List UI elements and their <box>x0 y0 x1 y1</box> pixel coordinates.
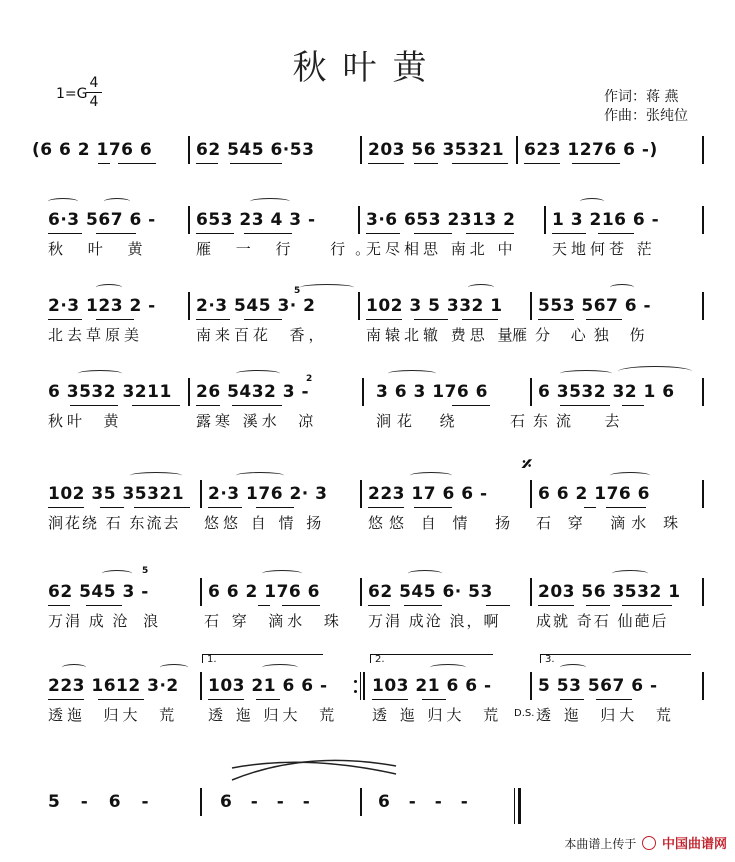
song-title: 秋叶黄 <box>292 48 443 88</box>
measure: 103 21 6 6 - <box>372 676 492 696</box>
upload-credit <box>564 833 727 852</box>
volta-bracket <box>202 654 323 663</box>
lyrics-line: 南辕北辙 费思 量 <box>366 326 517 344</box>
underline <box>70 405 118 406</box>
underline <box>48 605 70 606</box>
barline <box>530 578 532 606</box>
slur <box>160 664 188 671</box>
segno-sign: 𝄎 <box>522 452 532 476</box>
measure: 223 1612 3·2 <box>48 676 179 696</box>
underline <box>48 319 82 320</box>
measure: 203 56 35321 <box>368 140 505 160</box>
grace-note: 5 <box>294 286 301 296</box>
underline <box>524 163 560 164</box>
barline <box>358 206 360 234</box>
barline <box>358 292 360 320</box>
underline <box>232 405 282 406</box>
final-barline-thick <box>518 788 521 824</box>
volta-label: 3. <box>545 654 555 665</box>
repeat-barline <box>363 672 365 700</box>
slur <box>580 198 604 205</box>
barline <box>516 136 518 164</box>
lyrics-line: 透 迤 归大 荒 <box>208 706 339 724</box>
measure: 6 6 2 176 6 <box>538 484 650 504</box>
measure: 6 6 2 176 6 <box>208 582 320 602</box>
underline <box>48 699 84 700</box>
measure: 6 - - - <box>220 792 311 812</box>
measure: 103 21 6 6 - <box>208 676 328 696</box>
lyrics-line: 北去草原美 <box>48 326 144 344</box>
barline <box>530 378 532 406</box>
slur <box>78 370 122 377</box>
underline <box>118 163 156 164</box>
barline <box>702 672 704 700</box>
slur <box>610 284 634 291</box>
lyrics-line: 露寒 溪水 凉 <box>196 412 318 430</box>
slur <box>236 370 280 377</box>
underline <box>368 507 404 508</box>
barline <box>544 206 546 234</box>
repeat-dot <box>354 680 357 683</box>
underline <box>486 605 510 606</box>
measure: 2·3 545 3· 2 <box>196 296 316 316</box>
underline <box>196 233 234 234</box>
underline <box>368 163 404 164</box>
lyricist-credit: 作词：蒋 燕 <box>604 89 679 105</box>
slur <box>62 664 86 671</box>
barline <box>360 136 362 164</box>
underline <box>196 163 218 164</box>
underline <box>584 507 596 508</box>
slur <box>408 570 442 577</box>
lyrics-line: 石 穿 滴水 珠 <box>536 514 685 532</box>
measure: 553 567 6 - <box>538 296 652 316</box>
measure: 1 3 216 6 - <box>552 210 660 230</box>
underline <box>244 319 282 320</box>
barline <box>200 480 202 508</box>
underline <box>244 233 292 234</box>
underline <box>598 233 634 234</box>
measure: 653 23 4 3 - <box>196 210 316 230</box>
underline <box>48 233 82 234</box>
lyrics-line: 成就 奇石 仙葩后 <box>536 612 669 630</box>
key-signature: 1=G <box>56 86 88 102</box>
underline <box>560 699 584 700</box>
underline <box>196 319 230 320</box>
underline <box>622 405 644 406</box>
measure: 6 - - - <box>378 792 469 812</box>
measure: 3·6 653 2313 2 <box>366 210 516 230</box>
underline <box>538 605 574 606</box>
underline <box>48 507 84 508</box>
lyrics-line: 透 迤 归大 荒 <box>536 706 675 724</box>
underline <box>538 319 574 320</box>
measure: 102 3 5 332 1 <box>366 296 503 316</box>
underline <box>100 507 124 508</box>
underline <box>196 405 220 406</box>
barline <box>530 672 532 700</box>
slur <box>612 570 648 577</box>
barline <box>360 578 362 606</box>
score-system-2 <box>0 200 735 290</box>
barline <box>360 788 362 816</box>
underline <box>560 405 610 406</box>
lyrics-line: 石 穿 滴水 珠 <box>204 612 343 630</box>
underline <box>452 163 508 164</box>
underline <box>414 319 448 320</box>
volta-label: 2. <box>375 654 385 665</box>
slur <box>430 664 466 671</box>
barline <box>702 480 704 508</box>
measure: 62 545 6·53 <box>196 140 315 160</box>
slur <box>262 570 302 577</box>
barline <box>702 206 704 234</box>
score-system-4 <box>0 372 735 462</box>
meter-top: 4 <box>89 75 99 91</box>
barline <box>188 136 190 164</box>
lyrics-line: 透迤 归大 荒 <box>48 706 179 724</box>
slur <box>618 366 692 377</box>
underline <box>96 319 134 320</box>
measure: (6 6 2 176 6 <box>32 140 153 160</box>
site-logo-icon <box>642 836 656 850</box>
measure: 62 545 3 - <box>48 582 149 602</box>
underline <box>258 605 270 606</box>
barline <box>188 378 190 406</box>
lyrics-line: 涧花 绕 <box>376 412 461 430</box>
measure: 2·3 176 2· 3 <box>208 484 328 504</box>
slur <box>104 198 130 205</box>
underline <box>256 699 280 700</box>
slur <box>388 370 436 377</box>
measure: 5 53 567 6 - <box>538 676 658 696</box>
measure: 203 56 3532 1 <box>538 582 681 602</box>
underline <box>622 605 672 606</box>
underline <box>462 319 498 320</box>
measure: 223 17 6 6 - <box>368 484 488 504</box>
underline <box>552 233 586 234</box>
measure: 62 545 6· 53 <box>368 582 493 602</box>
lyrics-line: 悠悠 自 情 扬 <box>368 514 517 532</box>
underline <box>466 233 514 234</box>
lyrics-line: 透 迤 归大 荒 <box>372 706 503 724</box>
slur <box>410 472 452 479</box>
underline <box>422 699 446 700</box>
underline <box>596 699 632 700</box>
grace-note: 5 <box>142 566 149 576</box>
upload-credit-text: 本曲谱上传于 <box>564 837 637 851</box>
lyrics-line: 万涓 成 沧 浪 <box>48 612 161 630</box>
measure: 3 6 3 176 6 <box>376 382 488 402</box>
barline <box>188 206 190 234</box>
score-system-7 <box>0 654 735 756</box>
underline <box>414 233 452 234</box>
barline <box>530 480 532 508</box>
underline <box>366 233 400 234</box>
lyrics-line: 悠悠 自 情 扬 <box>204 514 326 532</box>
measure: 6 3532 32 1 6 <box>538 382 675 402</box>
underline <box>414 163 438 164</box>
score-system-3 <box>0 286 735 376</box>
slur <box>300 284 354 291</box>
barline <box>702 378 704 406</box>
underline <box>572 163 620 164</box>
measure: 623 1276 6 -) <box>524 140 658 160</box>
barline <box>702 292 704 320</box>
measure: 26 5432 3 - <box>196 382 310 402</box>
lyrics-line: 无尽相思 南北 中 <box>366 240 517 258</box>
underline <box>452 405 490 406</box>
underline <box>96 233 136 234</box>
barline <box>188 292 190 320</box>
barline <box>702 136 704 164</box>
composer-credit: 作曲：张纯位 <box>604 108 688 124</box>
time-signature <box>86 74 102 111</box>
barline <box>702 578 704 606</box>
slur <box>560 664 586 671</box>
underline <box>586 319 622 320</box>
underline <box>414 507 452 508</box>
underline <box>372 699 408 700</box>
underline <box>132 405 180 406</box>
score-system-6 <box>0 566 735 662</box>
underline <box>98 163 110 164</box>
grace-note: 2 <box>306 374 313 384</box>
slur <box>262 664 298 671</box>
final-barline-thin <box>514 788 515 824</box>
lyrics-line: 涧花绕 石 东流去 <box>48 514 181 532</box>
measure: 5 - 6 - <box>48 792 150 812</box>
underline <box>606 507 646 508</box>
volta-label: 1. <box>207 654 217 665</box>
barline <box>362 378 364 406</box>
underline <box>208 507 242 508</box>
underline <box>256 507 294 508</box>
underline <box>368 605 390 606</box>
lyrics-line: 石东流 去 <box>510 412 628 430</box>
meter-bottom: 4 <box>86 92 102 111</box>
underline <box>282 605 320 606</box>
measure: 102 35 35321 <box>48 484 185 504</box>
barline <box>360 480 362 508</box>
barline <box>200 578 202 606</box>
dal-segno-marking: D.S. <box>514 708 535 719</box>
slur <box>48 198 78 205</box>
lyrics-line: 万涓 成沧 浪，啊 <box>368 612 501 630</box>
underline <box>586 605 610 606</box>
slur <box>96 284 122 291</box>
underline <box>208 699 244 700</box>
underline <box>86 605 122 606</box>
underline <box>404 605 442 606</box>
slur <box>560 370 612 377</box>
volta-bracket <box>370 654 493 663</box>
tie-arc <box>226 756 406 786</box>
repeat-dot <box>354 690 357 693</box>
measure: 6 3532 3211 <box>48 382 172 402</box>
lyrics-line: 秋叶 黄 <box>48 412 123 430</box>
underline <box>230 163 282 164</box>
score-system-5 <box>0 452 735 564</box>
barline <box>530 292 532 320</box>
measure: 6·3 567 6 - <box>48 210 156 230</box>
underline <box>98 699 144 700</box>
underline <box>366 319 402 320</box>
lyrics-line: 南来百花 香， <box>196 326 328 344</box>
underline <box>134 507 190 508</box>
site-brand[interactable]: 中国曲谱网 <box>661 837 727 852</box>
barline <box>200 672 202 700</box>
lyrics-line: 天地何苍 茫 <box>552 240 656 258</box>
measure: 2·3 123 2 - <box>48 296 156 316</box>
slur <box>236 472 284 479</box>
slur <box>250 198 290 205</box>
barline <box>360 672 361 700</box>
slur <box>468 284 494 291</box>
slur <box>130 472 182 479</box>
slur <box>102 570 132 577</box>
lyrics-line: 雁分 心独 伤 <box>512 326 653 344</box>
slur <box>610 472 650 479</box>
volta-bracket <box>540 654 691 663</box>
lyrics-line: 秋 叶 黄 <box>48 240 153 258</box>
barline <box>200 788 202 816</box>
lyrics-line: 雁 一 行 行。 <box>196 240 381 258</box>
